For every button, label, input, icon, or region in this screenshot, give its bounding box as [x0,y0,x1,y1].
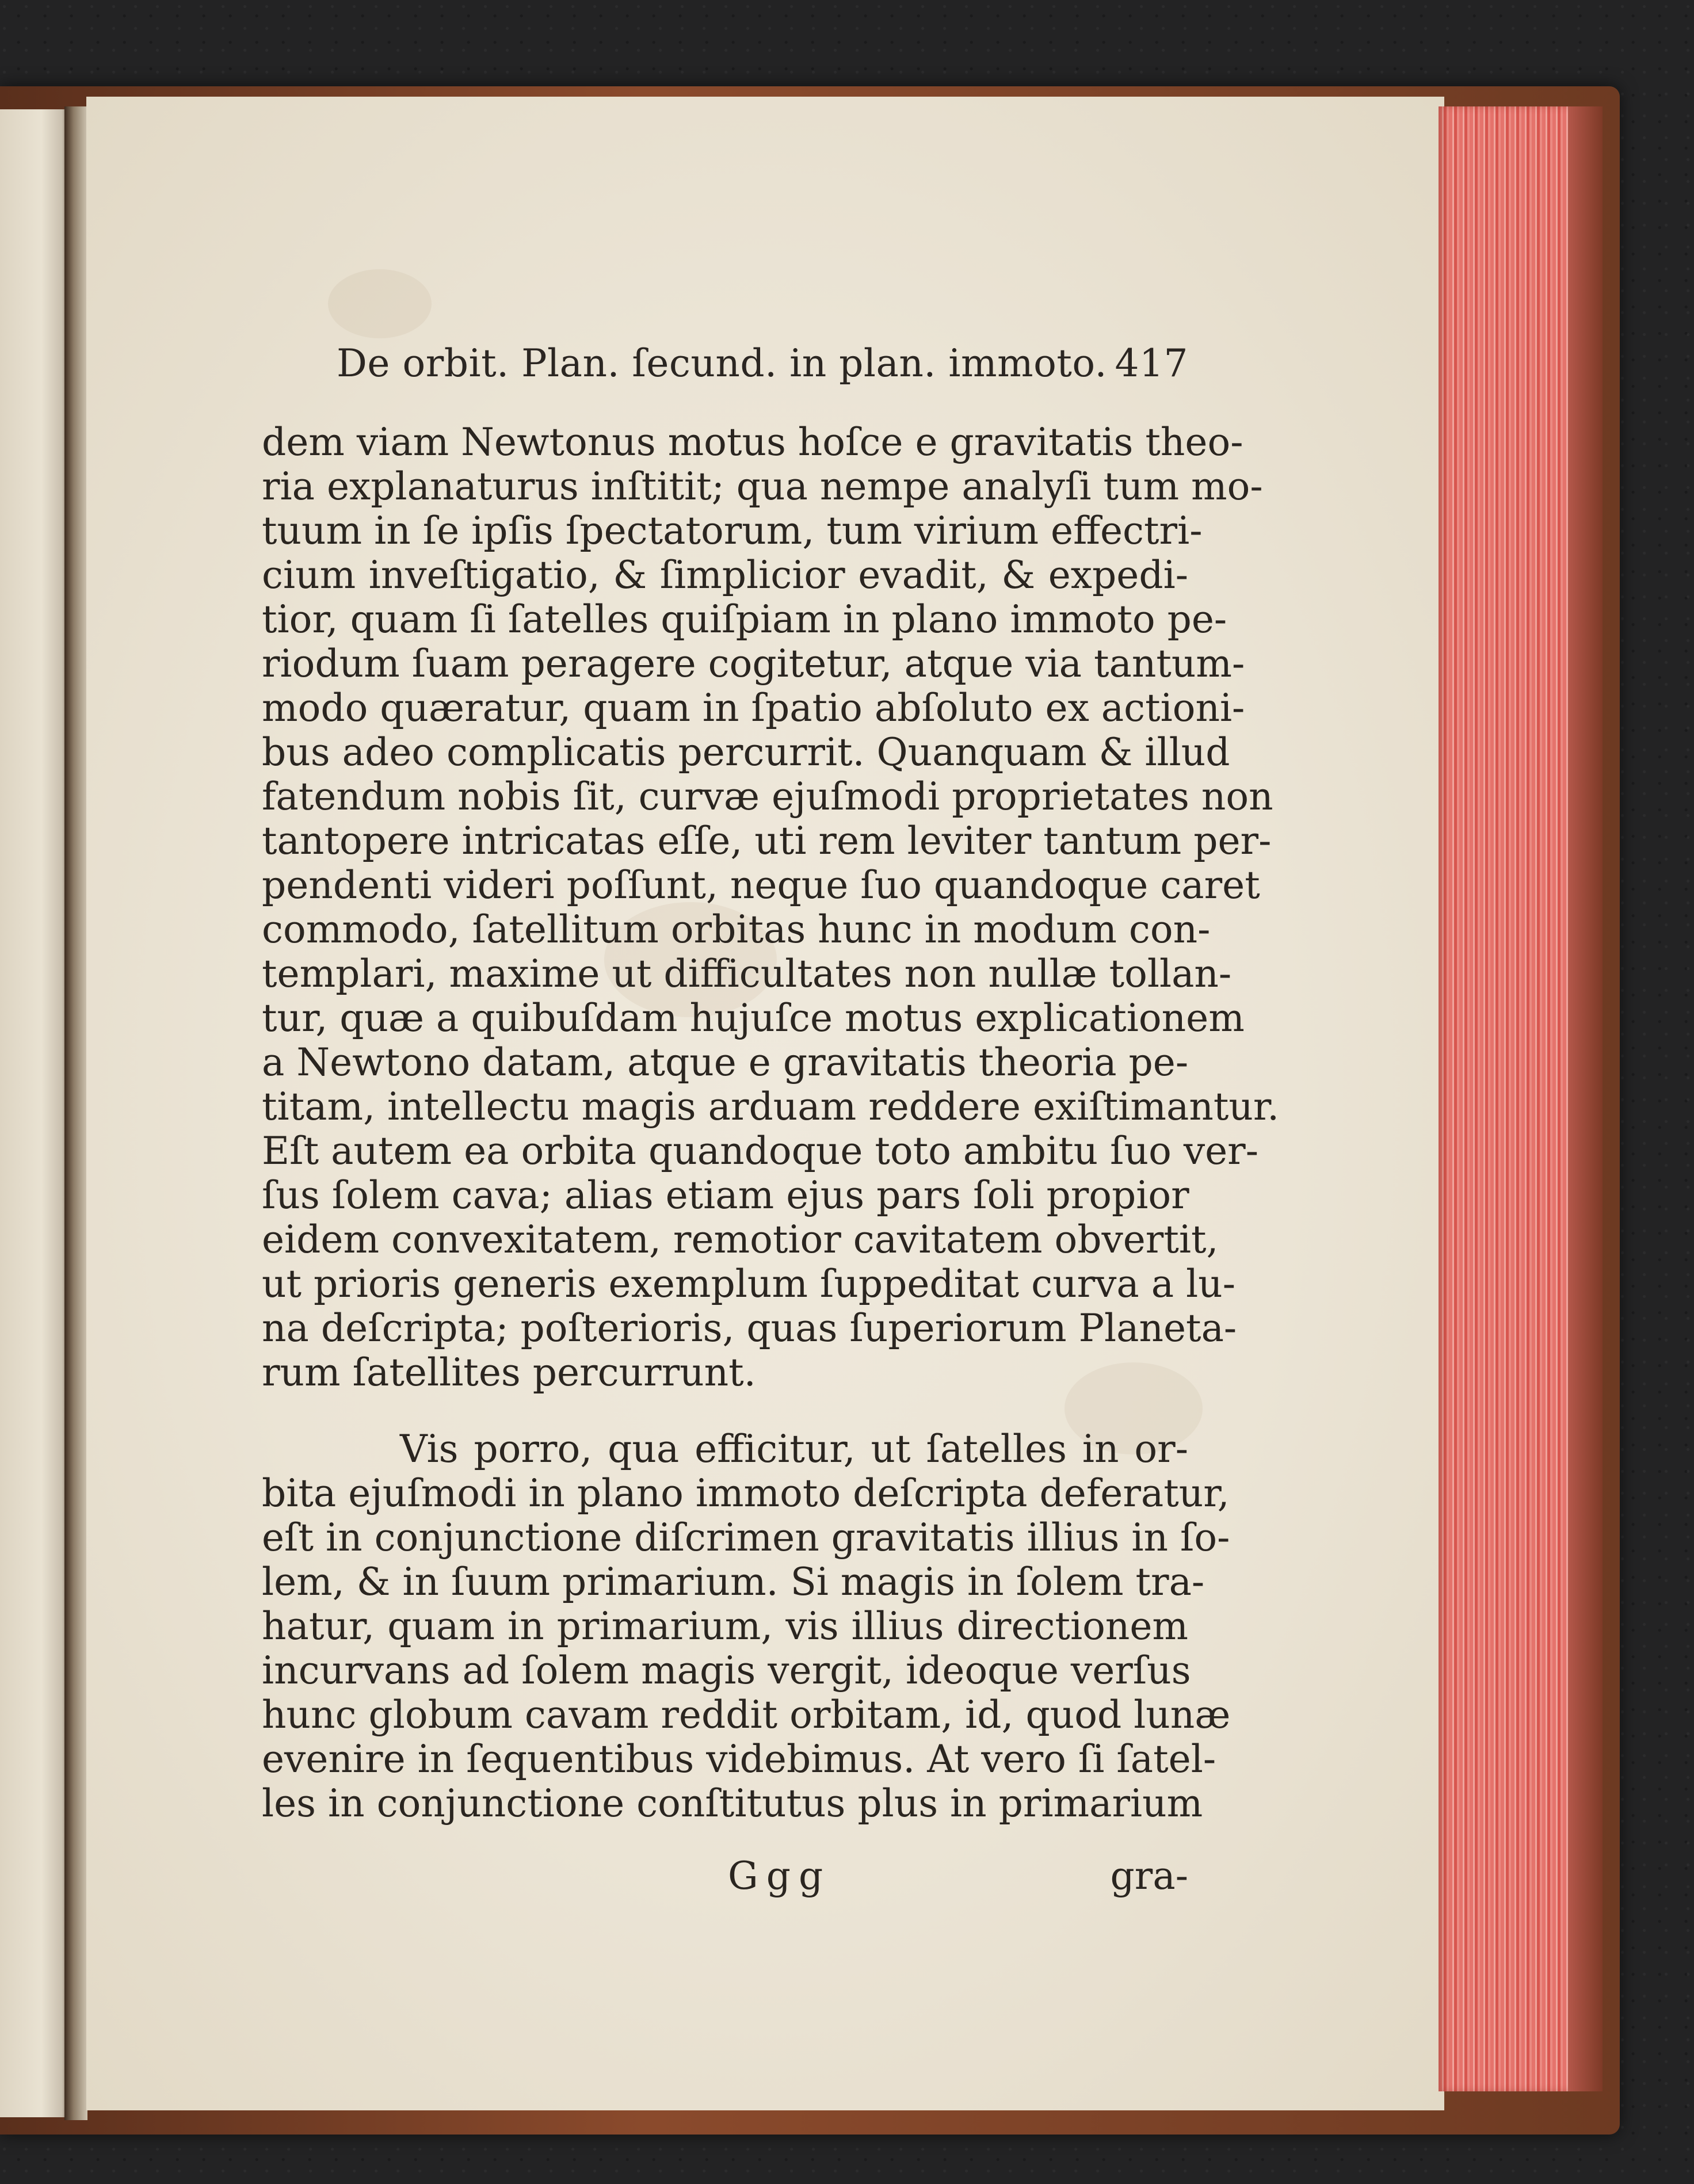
text-line: modo quæratur, quam in ſpatio abſoluto ex actioni- [262,686,1245,730]
facing-page-edge [0,109,69,2117]
text-line: dem viam Newtonus motus hoſce e gravitatis theo- [262,420,1243,464]
paragraph-1 [262,420,1280,1395]
page-number: 417 [1115,341,1188,385]
text-line: evenire in ſequentibus videbimus. At vero ſi ſatel- [262,1737,1216,1781]
text-line: eſt in conjunctione diſcrimen gravitatis illius in ſo- [262,1515,1230,1560]
text-line: tuum in ſe ipſis ſpectatorum, tum virium effectri- [262,509,1203,553]
text-line: pendenti videri poſſunt, neque ſuo quandoque caret [262,863,1260,907]
text-line: hunc globum cavam reddit orbitam, id, quod lunæ [262,1693,1231,1737]
text-line: Vis porro, qua efficitur, ut ſatelles in or- [400,1427,1188,1471]
text-line: ut prioris generis exemplum ſuppeditat curva a lu- [262,1262,1235,1306]
text-line: rum ſatellites percurrunt. [262,1350,756,1395]
text-line: riodum ſuam peragere cogitetur, atque via tantum- [262,642,1245,686]
text-line: tantopere intricatas eſſe, uti rem leviter tantum per- [262,819,1272,863]
text-line: bita ejuſmodi in plano immoto deſcripta deferatur, [262,1471,1230,1515]
cover-edge [1568,106,1603,2091]
red-page-edges [1439,106,1571,2091]
text-line: Eſt autem ea orbita quandoque toto ambitu ſuo ver- [262,1129,1259,1173]
running-header [337,337,1188,400]
text-line: eidem convexitatem, remotior cavitatem obvertit, [262,1217,1219,1262]
text-line: titam, intellectu magis arduam reddere exiſtimantur. [262,1085,1280,1129]
text-line: hatur, quam in primarium, vis illius directionem [262,1604,1188,1648]
text-line: a Newtono datam, atque e gravitatis theoria pe- [262,1040,1189,1085]
text-line: incurvans ad ſolem magis vergit, ideoque verſus [262,1648,1191,1693]
text-line: ſus ſolem cava; alias etiam ejus pars ſoli propior [262,1173,1189,1217]
text-line: lem, & in ſuum primarium. Si magis in ſolem tra- [262,1560,1205,1604]
page-footer [262,1854,1188,1906]
paragraph-2 [262,1427,1231,1826]
running-title: De orbit. Plan. ſecund. in plan. immoto. [337,341,1107,385]
book-gutter [64,106,87,2120]
text-line: les in conjunctione conſtitutus plus in primarium [262,1781,1203,1826]
text-line: bus adeo complicatis percurrit. Quanquam & illud [262,730,1230,774]
text-line: commodo, ſatellitum orbitas hunc in modum con- [262,907,1211,952]
text-line: ria explanaturus inſtitit; qua nempe analyſi tum mo- [262,464,1263,509]
text-line: fatendum nobis ſit, curvæ ejuſmodi proprietates non [262,774,1273,819]
catchword: gra- [1110,1854,1188,1898]
text-line: na deſcripta; poſterioris, quas ſuperiorum Planeta- [262,1306,1237,1350]
text-line: tior, quam ſi ſatelles quiſpiam in plano immoto pe- [262,597,1227,642]
text-line: tur, quæ a quibuſdam hujuſce motus explicationem [262,996,1245,1040]
signature-mark: Ggg [728,1854,831,1898]
text-line: templari, maxime ut difficultates non nullæ tollan- [262,952,1232,996]
text-line: cium inveſtigatio, & ſimplicior evadit, & expedi- [262,553,1188,597]
